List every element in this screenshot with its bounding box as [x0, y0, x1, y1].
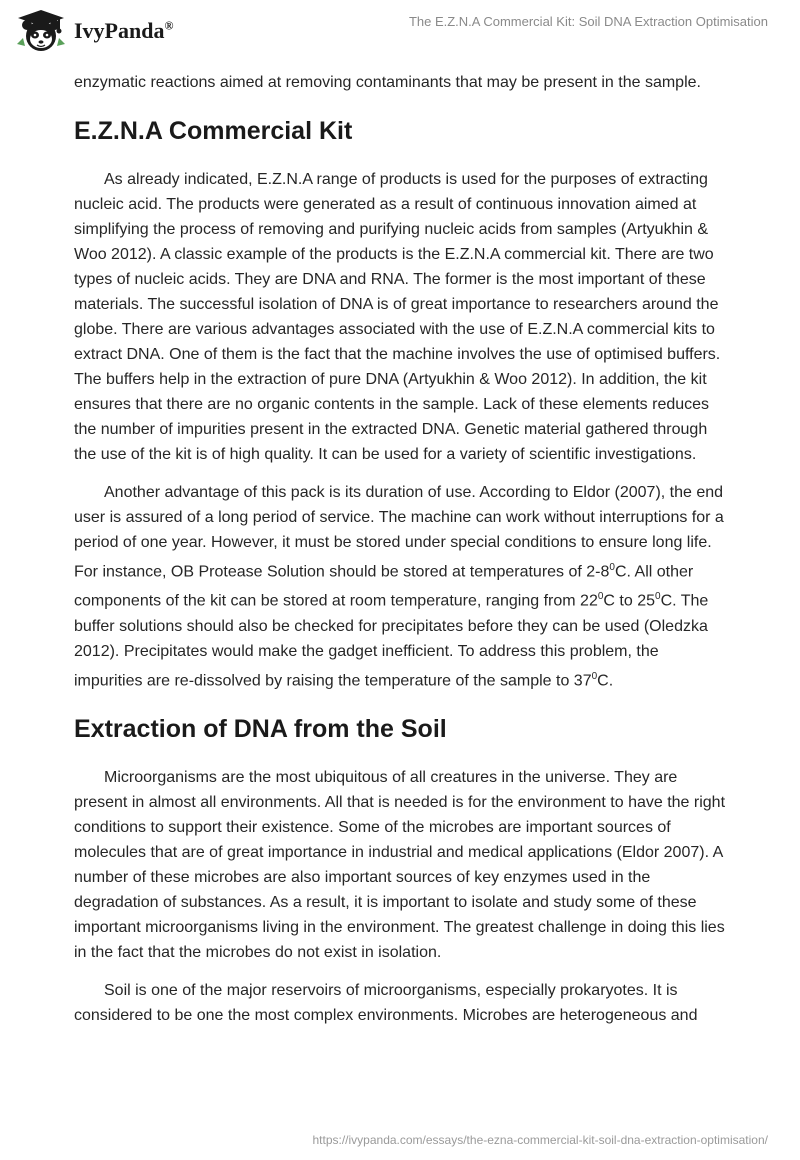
- essay-content: [74, 70, 728, 1028]
- soil-paragraph-2: Soil is one of the major reservoirs of microorganisms, especially prokaryotes. It is considered to be one the most complex environments. Microbes are heterogeneous and: [74, 981, 698, 1024]
- page-title: The E.Z.N.A Commercial Kit: Soil DNA Extraction Optimisation: [408, 14, 768, 29]
- section-heading-soil-dna: Extraction of DNA from the Soil: [74, 714, 447, 743]
- panda-graduate-icon: [14, 8, 68, 54]
- ezna-paragraph-2: Another advantage of this pack is its duration of use. According to Eldor (2007), the end user is assured of a long period of service. The machine can work without interruptions for a period of one year. However, it must be stored under special conditions to ensure long life. For instance, OB Protease Solution should be stored at temperatures of $2-8^0C$. All other components of the kit can be stored at room temperature, ranging from $22^0C$ to $25^0C$. The buffer solutions should also be checked for precipitates before they can be used (Oledzka 2012). Precipitates would make the gadget inefficient. To address this problem, the impurities are re-dissolved by raising the temperature of the sample to $37^0C$.: [74, 484, 724, 689]
- ezna-paragraph-1: As already indicated, E.Z.N.A range of products is used for the purposes of extracting nucleic acid. The products were generated as a result of continuous innovation aimed at simplifying the process of removing and purifying nucleic acids from samples (Artyukhin & Woo 2012). A classic example of the products is the E.Z.N.A commercial kit. There are two types of nucleic acids. They are DNA and RNA. The former is the most important of these materials. The successful isolation of DNA is of great importance to researchers around the globe. There are various advantages associated with the use of E.Z.N.A commercial kits to extract DNA. One of them is the fact that the machine involves the use of optimised buffers. The buffers help in the extraction of pure DNA (Artyukhin & Woo 2012). In addition, the kit ensures that there are no organic contents in the sample. Lack of these elements reduces the number of impurities present in the extracted DNA. Genetic material gathered through the use of the kit is of high quality. It can be used for a variety of scientific investigations.: [74, 171, 721, 463]
- ivypanda-logo[interactable]: [14, 8, 274, 54]
- page-header: [0, 0, 800, 60]
- soil-paragraph-1: Microorganisms are the most ubiquitous of all creatures in the universe. They are present in almost all environments. All that is needed is for the environment to have the right conditions to support their existence. Some of the microbes are important sources of molecules that are of great importance in industrial and medical applications (Eldor 2007). A number of these microbes are also important sources of key enzymes used in the degradation of substances. As a result, it is important to isolate and study some of these important microorganisms living in the environment. The greatest challenge in doing this lies in the fact that the microbes do not exist in isolation.: [74, 768, 726, 961]
- source-url[interactable]: https://ivypanda.com/essays/the-ezna-commercial-kit-soil-dna-extraction-optimisation/: [312, 1133, 768, 1147]
- intro-paragraph-tail: enzymatic reactions aimed at removing contaminants that may be present in the sample.: [74, 74, 701, 91]
- section-heading-ezna-kit: E.Z.N.A Commercial Kit: [74, 117, 353, 145]
- brand-name: IvyPanda®: [74, 18, 174, 43]
